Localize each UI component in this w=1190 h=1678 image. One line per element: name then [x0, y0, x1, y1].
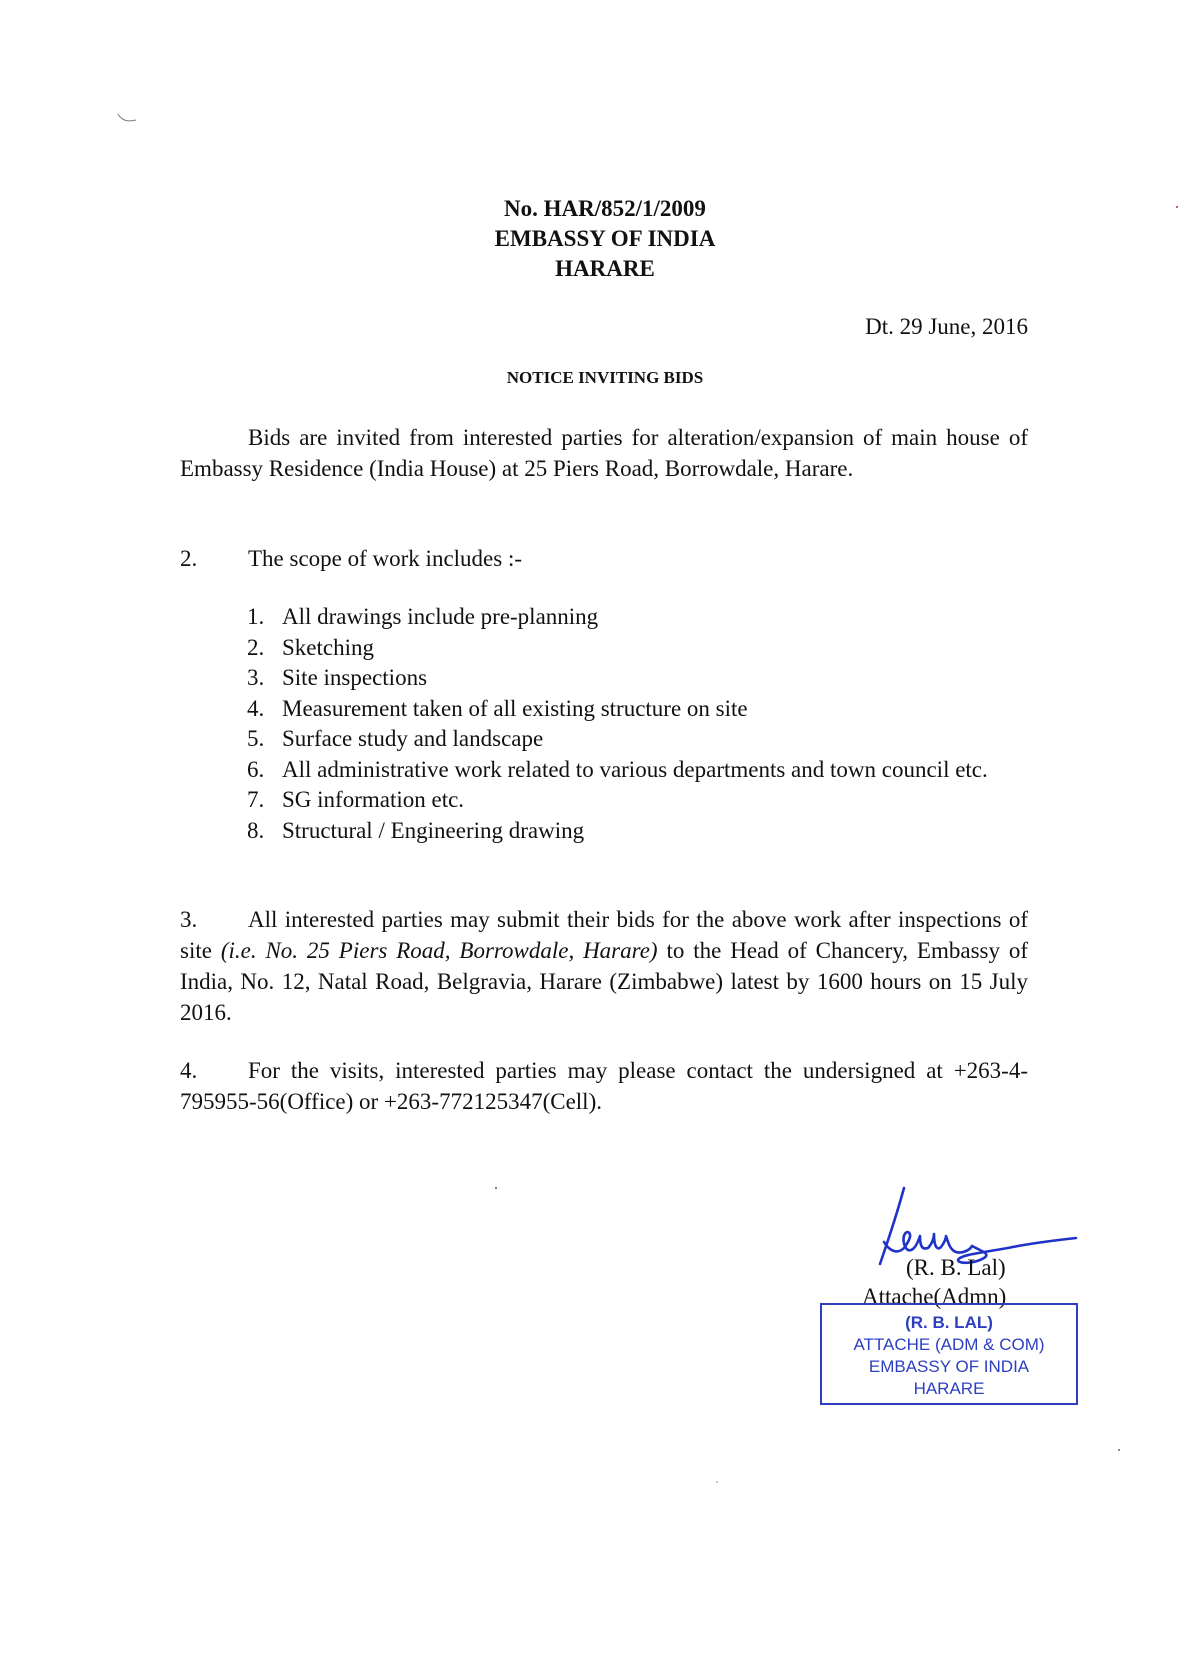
scan-speck: [1118, 1449, 1120, 1451]
document-date: Dt. 29 June, 2016: [865, 314, 1028, 339]
scope-item: [247, 724, 1028, 755]
scope-item-text: All administrative work related to various departments and town council etc.: [282, 756, 988, 782]
scope-item-number: 2.: [247, 634, 265, 660]
scope-item-text: Sketching: [282, 634, 374, 660]
organization-city: HARARE: [555, 256, 655, 281]
scope-item-number: 4.: [247, 695, 265, 721]
paragraph-3: [180, 904, 1028, 1028]
scope-item: [247, 785, 1028, 816]
paragraph-3-text-b: to the Head of Chancery, Embassy of India, No. 12, Natal Road, Belgravia, Harare (Zimbabwe) latest by 1600 hours on 15 July 2016.: [180, 938, 1029, 1025]
scope-list: [247, 602, 1028, 846]
scope-item: [247, 633, 1028, 664]
scope-item-number: 3.: [247, 665, 265, 690]
paragraph-4-number: 4.: [180, 1058, 198, 1083]
official-stamp: [820, 1303, 1078, 1405]
scope-item-number: 5.: [247, 726, 265, 751]
scope-item: [247, 602, 1028, 633]
scope-item: [247, 694, 1028, 725]
paragraph-3-number: 3.: [180, 907, 198, 932]
scope-item-text: All drawings include pre-planning: [282, 604, 599, 629]
scope-item-number: 1.: [247, 604, 265, 629]
paragraph-4-text: For the visits, interested parties may please contact the undersigned at +263-4-795955-56(Office) or +263-772125347(Cell).: [180, 1058, 1028, 1114]
scope-item: [247, 816, 1028, 847]
scope-item-text: Surface study and landscape: [282, 726, 544, 751]
scan-speck: [716, 1481, 718, 1483]
scope-item-number: 6.: [247, 756, 265, 782]
scan-mark: [116, 112, 138, 124]
paragraph-2-number: 2.: [180, 546, 198, 571]
reference-number: No. HAR/852/1/2009: [504, 196, 706, 221]
signatory-name: (R. B. Lal): [906, 1255, 1006, 1280]
scope-item: [247, 755, 1028, 786]
paragraph-2-text: The scope of work includes :-: [248, 546, 523, 571]
paragraph-3-site-address: (i.e. No. 25 Piers Road, Borrowdale, Harare): [220, 938, 658, 963]
scope-item: [247, 663, 1028, 694]
signatory-designation: Attache(Admn): [862, 1284, 1007, 1309]
notice-title: NOTICE INVITING BIDS: [506, 368, 704, 387]
paragraph-4: [180, 1055, 1028, 1117]
paragraph-1: [180, 422, 1028, 484]
scope-item-number: 8.: [247, 817, 265, 843]
paragraph-1-text: Bids are invited from interested parties for alteration/expansion of main house of Embassy Residence (India House) at 25 Piers Road, Borrowdale, Harare.: [180, 425, 1028, 481]
scan-speck: [495, 1187, 497, 1189]
organization-name: EMBASSY OF INDIA: [494, 226, 716, 251]
stamp-organization: EMBASSY OF INDIA: [868, 1357, 1030, 1376]
scope-item-text: Site inspections: [282, 665, 428, 690]
stamp-designation: ATTACHE (ADM & COM): [853, 1335, 1045, 1354]
scope-item-text: Structural / Engineering drawing: [282, 817, 585, 843]
stamp-name: (R. B. LAL): [905, 1313, 993, 1332]
scope-item-text: Measurement taken of all existing structure on site: [282, 695, 748, 721]
scope-item-number: 7.: [247, 787, 265, 812]
paragraph-3-text-a: All interested parties may submit their bids for the above work after inspections of site: [180, 907, 1028, 963]
scope-item-text: SG information etc.: [282, 787, 465, 812]
stamp-city: HARARE: [913, 1379, 985, 1398]
paragraph-2: [180, 543, 1028, 574]
scan-speck: [1176, 206, 1178, 208]
